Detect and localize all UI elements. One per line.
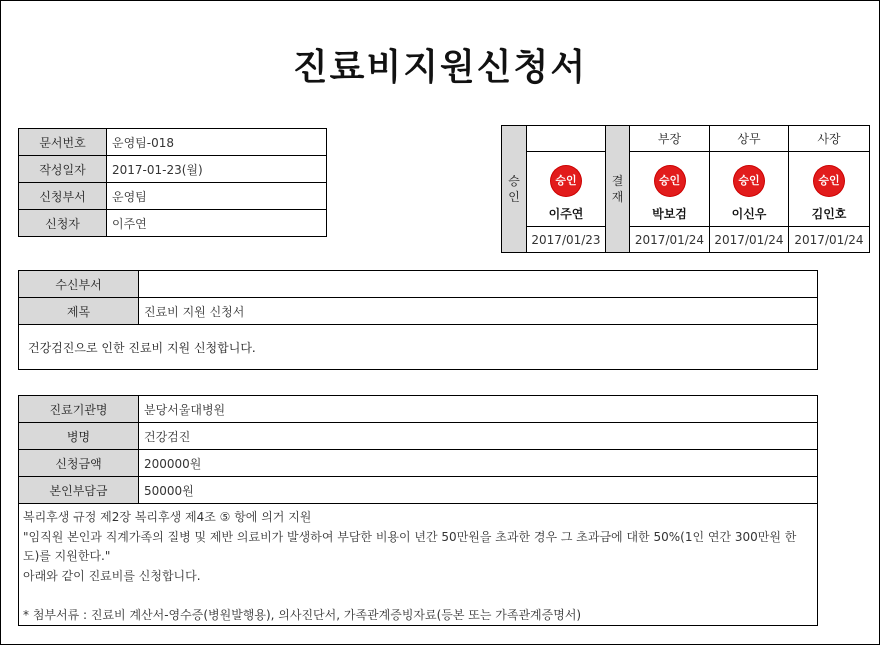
- diagnosis-value: 건강검진: [139, 423, 818, 450]
- approver-role: [527, 126, 606, 152]
- applicant-label: 신청자: [19, 210, 107, 237]
- requested-amount-label: 신청금액: [19, 450, 139, 477]
- reviewer-role-3: 사장: [789, 126, 870, 152]
- self-pay-value: 50000원: [139, 477, 818, 504]
- doc-number-value: 운영팀-018: [107, 129, 327, 156]
- requested-amount-value: 200000원: [139, 450, 818, 477]
- regulation-line: 복리후생 규정 제2장 복리후생 제4조 ⑤ 항에 의거 지원: [23, 510, 312, 524]
- subject-value: 진료비 지원 신청서: [139, 298, 818, 325]
- approval-box: [501, 125, 870, 253]
- regulation-text: [19, 504, 818, 626]
- subject-label: 제목: [19, 298, 139, 325]
- review-side-label: 결 재: [606, 126, 630, 253]
- request-statement-line: 아래와 같이 진료비를 신청합니다.: [23, 568, 201, 583]
- dept-label: 신청부서: [19, 183, 107, 210]
- reviewer-date-3: 2017/01/24: [789, 227, 870, 253]
- date-value: 2017-01-23(월): [107, 156, 327, 183]
- approval-stamp-icon: 승인: [551, 166, 581, 196]
- hospital-label: 진료기관명: [19, 396, 139, 423]
- request-body: 건강검진으로 인한 진료비 지원 신청합니다.: [19, 325, 818, 370]
- recipient-table: [18, 270, 818, 370]
- attachments-line: * 첨부서류 : 진료비 계산서-영수증(병원발행용), 의사진단서, 가족관계증빙자료(등본 또는 가족관계증명서): [23, 607, 582, 622]
- approval-stamp-icon: 승인: [814, 166, 844, 196]
- hospital-value: 분당서울대병원: [139, 396, 818, 423]
- reviewer-name-3: 김인호: [811, 207, 847, 221]
- reviewer-date-1: 2017/01/24: [630, 227, 710, 253]
- date-label: 작성일자: [19, 156, 107, 183]
- recipient-dept-label: 수신부서: [19, 271, 139, 298]
- approval-stamp-icon: 승인: [734, 166, 764, 196]
- applicant-value: 이주연: [107, 210, 327, 237]
- info-row-doc-number: [19, 129, 327, 156]
- info-row-applicant: [19, 210, 327, 237]
- reviewer-role-1: 부장: [630, 126, 710, 152]
- info-row-date: [19, 156, 327, 183]
- dept-value: 운영팀: [107, 183, 327, 210]
- reviewer-sign-cell-3: [789, 152, 870, 227]
- blank-line: [23, 586, 813, 606]
- approver-date: 2017/01/23: [527, 227, 606, 253]
- recipient-dept-value: [139, 271, 818, 298]
- approval-stamp-icon: 승인: [655, 166, 685, 196]
- treatment-detail-table: [18, 395, 818, 626]
- document-title: 진료비지원신청서: [292, 47, 588, 88]
- diagnosis-label: 병명: [19, 423, 139, 450]
- regulation-quote-line: 도)를 지원한다.": [23, 549, 111, 563]
- approver-name: 이주연: [548, 207, 584, 221]
- doc-number-label: 문서번호: [19, 129, 107, 156]
- info-row-dept: [19, 183, 327, 210]
- document-info-table: [18, 128, 327, 237]
- reviewer-sign-cell-2: [710, 152, 789, 227]
- regulation-quote-line: "임직원 본인과 직계가족의 질병 및 제반 의료비가 발생하여 부담한 비용이 년간 50만원을 초과한 경우 그 초과금에 대한 50%(1인 연간 300만원 한: [23, 529, 797, 544]
- approve-side-label: 승 인: [502, 126, 527, 253]
- self-pay-label: 본인부담금: [19, 477, 139, 504]
- reviewer-role-2: 상무: [710, 126, 789, 152]
- reviewer-sign-cell-1: [630, 152, 710, 227]
- reviewer-name-2: 이신우: [731, 207, 767, 221]
- reviewer-name-1: 박보검: [652, 207, 687, 221]
- approver-sign-cell: [527, 152, 606, 227]
- reviewer-date-2: 2017/01/24: [710, 227, 789, 253]
